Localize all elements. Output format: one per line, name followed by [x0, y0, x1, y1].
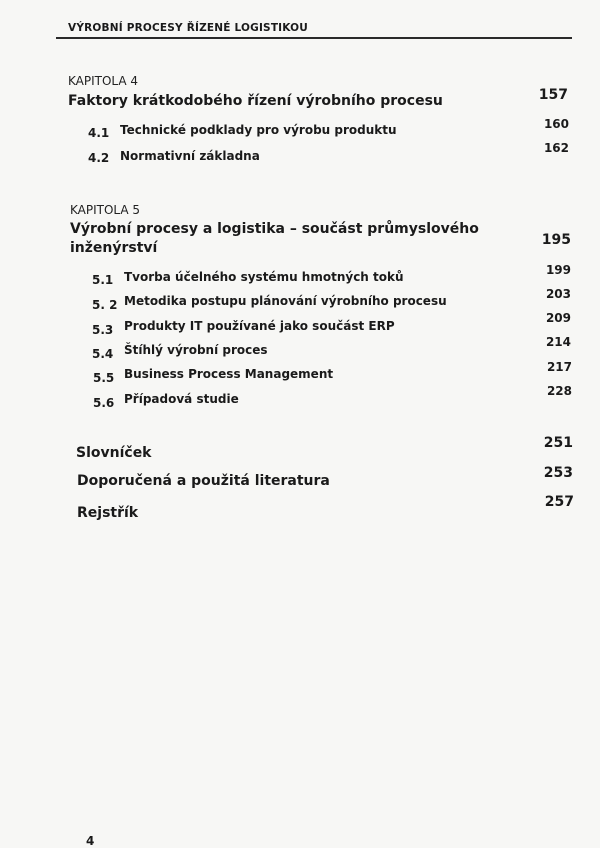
entry-title: Produkty IT používané jako součást ERP [124, 319, 395, 333]
running-head: VÝROBNÍ PROCESY ŘÍZENÉ LOGISTIKOU [68, 22, 309, 34]
header-rule [56, 37, 572, 39]
entry-number: 5.6 [93, 396, 115, 410]
entry-page: 162 [543, 141, 569, 155]
entry-title: Tvorba účelného systému hmotných toků [124, 270, 404, 284]
entry-number: 4.2 [88, 151, 110, 165]
entry-number: 5.3 [92, 323, 114, 337]
chapter-4-title: Faktory krátkodobého řízení výrobního procesu [68, 93, 443, 109]
entry-number: 5.4 [92, 347, 114, 361]
entry-number: 5.5 [93, 371, 115, 385]
entry-number: 5.1 [92, 273, 114, 287]
chapter-4-page: 157 [538, 87, 568, 103]
back-matter-title: Rejstřík [77, 505, 139, 521]
chapter-5-label: KAPITOLA 5 [70, 203, 141, 217]
entry-page: 228 [546, 384, 572, 398]
chapter-4-label: KAPITOLA 4 [68, 74, 139, 88]
back-matter-title: Doporučená a použitá literatura [77, 473, 330, 489]
chapter-5-title-line1: Výrobní procesy a logistika – součást průmyslového [70, 221, 479, 237]
back-matter-title: Slovníček [76, 445, 152, 461]
entry-page: 160 [543, 117, 569, 131]
back-matter-page: 257 [544, 494, 574, 510]
page-number: 4 [86, 834, 95, 848]
entry-title: Štíhlý výrobní proces [124, 343, 268, 357]
entry-title: Případová studie [124, 392, 239, 406]
entry-page: 217 [546, 360, 572, 374]
entry-number: 4.1 [88, 126, 110, 140]
entry-page: 203 [545, 287, 571, 301]
back-matter-page: 251 [543, 435, 573, 451]
entry-title: Technické podklady pro výrobu produktu [120, 123, 397, 137]
entry-number: 5. 2 [92, 298, 118, 312]
entry-title: Normativní základna [120, 149, 260, 163]
entry-page: 214 [545, 335, 571, 349]
chapter-5-title-line2: inženýrství [70, 240, 158, 256]
entry-page: 199 [545, 263, 571, 277]
chapter-5-page: 195 [541, 232, 571, 248]
entry-title: Metodika postupu plánování výrobního procesu [124, 294, 447, 308]
entry-title: Business Process Management [124, 367, 334, 381]
back-matter-page: 253 [543, 465, 573, 481]
entry-page: 209 [545, 311, 571, 325]
